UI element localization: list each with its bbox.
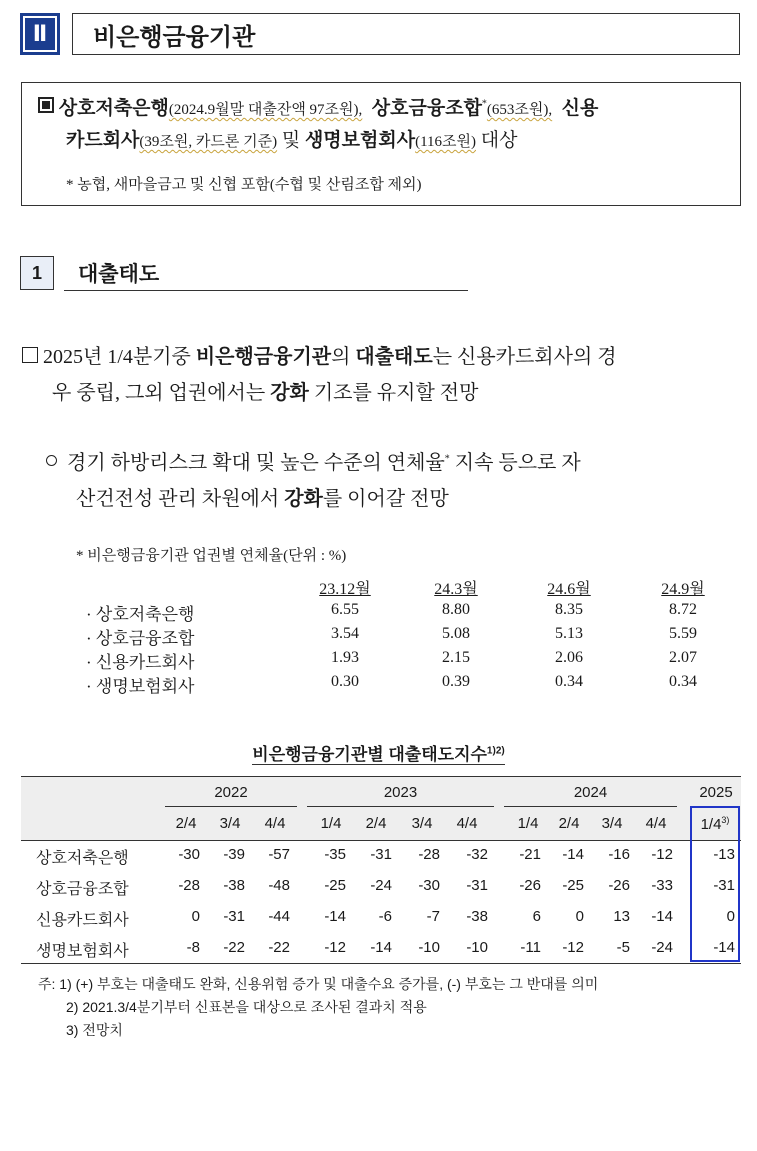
subsection-underline bbox=[64, 290, 468, 291]
summary-box bbox=[21, 82, 741, 206]
para1-bold-nonbank: 비은행금융기관 bbox=[195, 346, 332, 368]
delinquency-value: 8.72 bbox=[669, 601, 697, 618]
table-cell: 0 bbox=[191, 908, 200, 925]
quarter-label: 2/4 bbox=[175, 815, 197, 832]
table-cell: 0 bbox=[726, 908, 735, 925]
quarter-label: 1/4 bbox=[517, 815, 539, 832]
summary-and: 및 bbox=[281, 130, 301, 151]
delinquency-value: 0.30 bbox=[331, 673, 359, 690]
table-quarter-header bbox=[311, 815, 351, 832]
para2-asterisk: * bbox=[444, 453, 450, 465]
table-quarter-header bbox=[549, 815, 589, 832]
table-cell: -24 bbox=[651, 939, 673, 956]
quarter-label: 1/4 bbox=[700, 816, 722, 833]
table-year-rule bbox=[165, 806, 297, 807]
table-top-rule bbox=[21, 776, 741, 777]
quarter-label: 4/4 bbox=[645, 815, 667, 832]
delinquency-value: 2.15 bbox=[442, 649, 470, 666]
section-number-badge bbox=[20, 13, 60, 55]
summary-term-card-b: 카드회사 bbox=[66, 130, 140, 151]
summary-tail: 대상 bbox=[480, 130, 518, 151]
table-cell: -31 bbox=[370, 846, 392, 863]
table-cell: -7 bbox=[426, 908, 440, 925]
table-quarter-header bbox=[356, 815, 396, 832]
table-bottom-rule bbox=[21, 963, 741, 964]
table-cell: -14 bbox=[713, 939, 735, 956]
para1-line1 bbox=[22, 340, 617, 369]
quarter-label: 3/4 bbox=[219, 815, 241, 832]
delinquency-header: 24.3월 bbox=[434, 581, 478, 598]
delinquency-title: * 비은행금융기관 업권별 연체율(단위 : %) bbox=[76, 548, 347, 564]
table-cell: -26 bbox=[608, 877, 630, 894]
table-cell: -21 bbox=[519, 846, 541, 863]
section-title: 비은행금융기관 bbox=[72, 13, 740, 55]
table-cell: -30 bbox=[178, 846, 200, 863]
delinquency-value: 8.80 bbox=[442, 601, 470, 618]
table-cell: -8 bbox=[186, 939, 200, 956]
subsection-title: 대출태도 bbox=[78, 263, 160, 286]
table-row-label: 신용카드회사 bbox=[36, 912, 129, 929]
delinquency-value: 0.34 bbox=[669, 673, 697, 690]
table-cell: -14 bbox=[651, 908, 673, 925]
delinquency-header: 24.9월 bbox=[661, 581, 705, 598]
table-cell: -22 bbox=[268, 939, 290, 956]
table-cell: -10 bbox=[466, 939, 488, 956]
table-quarter-header bbox=[402, 815, 442, 832]
table-cell: 0 bbox=[575, 908, 584, 925]
delinquency-value: 5.13 bbox=[555, 625, 583, 642]
square-bullet-icon bbox=[22, 347, 38, 363]
delinquency-row-label: · 상호저축은행 bbox=[86, 605, 195, 624]
summary-asterisk: * bbox=[481, 98, 487, 110]
table-quarter-header bbox=[210, 815, 250, 832]
forecast-highlight-box bbox=[690, 806, 740, 962]
quarter-label: 3/4 bbox=[411, 815, 433, 832]
delinquency-value: 5.08 bbox=[442, 625, 470, 642]
table-cell: -25 bbox=[324, 877, 346, 894]
table-cell: -44 bbox=[268, 908, 290, 925]
table-cell: -32 bbox=[466, 846, 488, 863]
table-cell: -12 bbox=[651, 846, 673, 863]
subsection-number: 1 bbox=[20, 256, 54, 290]
table-cell: -12 bbox=[324, 939, 346, 956]
table-cell: -14 bbox=[562, 846, 584, 863]
para2-line2 bbox=[76, 482, 449, 511]
summary-note-savings-bank: (2024.9월말 대출잔액 97조원), bbox=[168, 102, 363, 118]
para1-bold-lending-attitude: 대출태도 bbox=[355, 346, 433, 368]
table-header-rule bbox=[21, 840, 741, 841]
table-cell: -5 bbox=[616, 939, 630, 956]
para2-text-d: 를 이어갈 전망 bbox=[322, 488, 449, 510]
table-cell: -28 bbox=[418, 846, 440, 863]
delinquency-row-label: · 신용카드회사 bbox=[86, 653, 195, 672]
quarter-label: 2/4 bbox=[365, 815, 387, 832]
delinquency-value: 0.39 bbox=[442, 673, 470, 690]
delinquency-value: 2.07 bbox=[669, 649, 697, 666]
note-1: 주: 1) (+) 부호는 대출태도 완화, 신용위험 증가 및 대출수요 증가를, (-) 부호는 그 반대를 의미 bbox=[38, 976, 599, 992]
note-2: 2) 2021.3/4분기부터 신표본을 대상으로 조사된 결과치 적용 bbox=[66, 999, 427, 1015]
quarter-label: 3/4 bbox=[601, 815, 623, 832]
table-cell: -38 bbox=[466, 908, 488, 925]
summary-note-card: (39조원, 카드론 기준) bbox=[139, 134, 278, 150]
table-cell: -6 bbox=[378, 908, 392, 925]
note-3: 3) 전망치 bbox=[66, 1022, 123, 1038]
delinquency-row-label: · 생명보험회사 bbox=[86, 677, 195, 696]
summary-term-savings-bank: 상호저축은행 bbox=[58, 98, 169, 119]
quarter-label: 4/4 bbox=[264, 815, 286, 832]
table-cell: -33 bbox=[651, 877, 673, 894]
table-row-label: 상호금융조합 bbox=[36, 881, 129, 898]
table-cell: 13 bbox=[613, 908, 630, 925]
table-year-header: 2024 bbox=[573, 784, 608, 801]
table-year-header: 2025 bbox=[699, 784, 733, 801]
quarter-label: 1/4 bbox=[320, 815, 342, 832]
table-cell: -12 bbox=[562, 939, 584, 956]
delinquency-value: 0.34 bbox=[555, 673, 583, 690]
delinquency-row-label: · 상호금융조합 bbox=[86, 629, 195, 648]
delinquency-value: 3.54 bbox=[331, 625, 359, 642]
delinquency-value: 5.59 bbox=[669, 625, 697, 642]
para1-text-c: 의 bbox=[331, 346, 351, 368]
table-quarter-header bbox=[508, 815, 548, 832]
para1-line2 bbox=[52, 376, 478, 405]
para1-text-f: 우 중립, 그외 업권에서는 bbox=[52, 382, 266, 404]
delinquency-header: 24.6월 bbox=[547, 581, 591, 598]
table-cell: -26 bbox=[519, 877, 541, 894]
quarter-label: 4/4 bbox=[456, 815, 478, 832]
table-row-label: 상호저축은행 bbox=[36, 850, 129, 867]
summary-term-mutual-finance: 상호금융조합 bbox=[371, 98, 482, 119]
table-cell: -57 bbox=[268, 846, 290, 863]
table-cell: -38 bbox=[223, 877, 245, 894]
delinquency-value: 1.93 bbox=[331, 649, 359, 666]
table-quarter-header bbox=[636, 815, 676, 832]
table-cell: -11 bbox=[520, 939, 541, 956]
table-row-label: 생명보험회사 bbox=[36, 943, 129, 960]
table-cell: -35 bbox=[324, 846, 346, 863]
summary-footnote: * 농협, 새마을금고 및 신협 포함(수협 및 산림조합 제외) bbox=[66, 177, 422, 193]
circle-bullet-icon bbox=[46, 455, 57, 466]
table-cell: -31 bbox=[713, 877, 735, 894]
para1-text-a: 2025년 1/4분기중 bbox=[43, 346, 191, 368]
table-cell: -14 bbox=[324, 908, 346, 925]
table-cell: -25 bbox=[562, 877, 584, 894]
quarter-sup: 3) bbox=[721, 815, 730, 825]
table-quarter-header bbox=[166, 815, 206, 832]
table-title-text: 비은행금융기관별 대출태도지수 bbox=[252, 745, 487, 764]
summary-term-life-insurance: 생명보험회사 bbox=[304, 130, 416, 151]
summary-note-mutual-finance: (653조원), bbox=[486, 102, 553, 118]
summary-line-1 bbox=[38, 93, 598, 120]
table-year-rule bbox=[504, 806, 677, 807]
section-number: Ⅱ bbox=[23, 16, 57, 52]
table-cell: -30 bbox=[418, 877, 440, 894]
summary-term-card-a: 신용 bbox=[561, 98, 599, 119]
table-cell: -31 bbox=[466, 877, 488, 894]
delinquency-value: 6.55 bbox=[331, 601, 359, 618]
table-cell: -24 bbox=[370, 877, 392, 894]
table-cell: -10 bbox=[418, 939, 440, 956]
para2-text-c: 산건전성 관리 차원에서 bbox=[76, 488, 280, 510]
table-cell: -39 bbox=[223, 846, 245, 863]
para2-text-b: 지속 등으로 자 bbox=[454, 452, 581, 474]
table-year-header: 2022 bbox=[214, 784, 248, 801]
table-cell: -48 bbox=[268, 877, 290, 894]
filled-square-bullet-icon bbox=[38, 97, 54, 113]
table-title bbox=[0, 740, 757, 765]
table-quarter-header bbox=[255, 815, 295, 832]
para2-text-a: 경기 하방리스크 확대 및 높은 수준의 연체율 bbox=[67, 452, 445, 474]
summary-note-life-insurance: (116조원) bbox=[415, 134, 476, 150]
para2-line1 bbox=[46, 446, 581, 475]
table-cell: -13 bbox=[713, 846, 735, 863]
quarter-label: 2/4 bbox=[558, 815, 580, 832]
table-year-header: 2023 bbox=[383, 784, 418, 801]
table-quarter-header bbox=[447, 815, 487, 832]
table-cell: -31 bbox=[223, 908, 245, 925]
para1-text-e: 는 신용카드회사의 경 bbox=[432, 346, 617, 368]
table-cell: 6 bbox=[532, 908, 541, 925]
delinquency-value: 8.35 bbox=[555, 601, 583, 618]
table-title-sup: 1)2) bbox=[486, 745, 505, 757]
table-year-rule bbox=[307, 806, 494, 807]
summary-line-2 bbox=[66, 125, 517, 152]
table-cell: -14 bbox=[370, 939, 392, 956]
delinquency-header: 23.12월 bbox=[319, 581, 371, 598]
table-cell: -16 bbox=[608, 846, 630, 863]
table-cell: -28 bbox=[178, 877, 200, 894]
para1-text-g: 기조를 유지할 전망 bbox=[313, 382, 479, 404]
delinquency-value: 2.06 bbox=[555, 649, 583, 666]
para2-bold-tighten: 강화 bbox=[284, 488, 323, 510]
table-quarter-header bbox=[592, 815, 632, 832]
para1-bold-tighten: 강화 bbox=[270, 382, 309, 404]
table-cell: -22 bbox=[223, 939, 245, 956]
